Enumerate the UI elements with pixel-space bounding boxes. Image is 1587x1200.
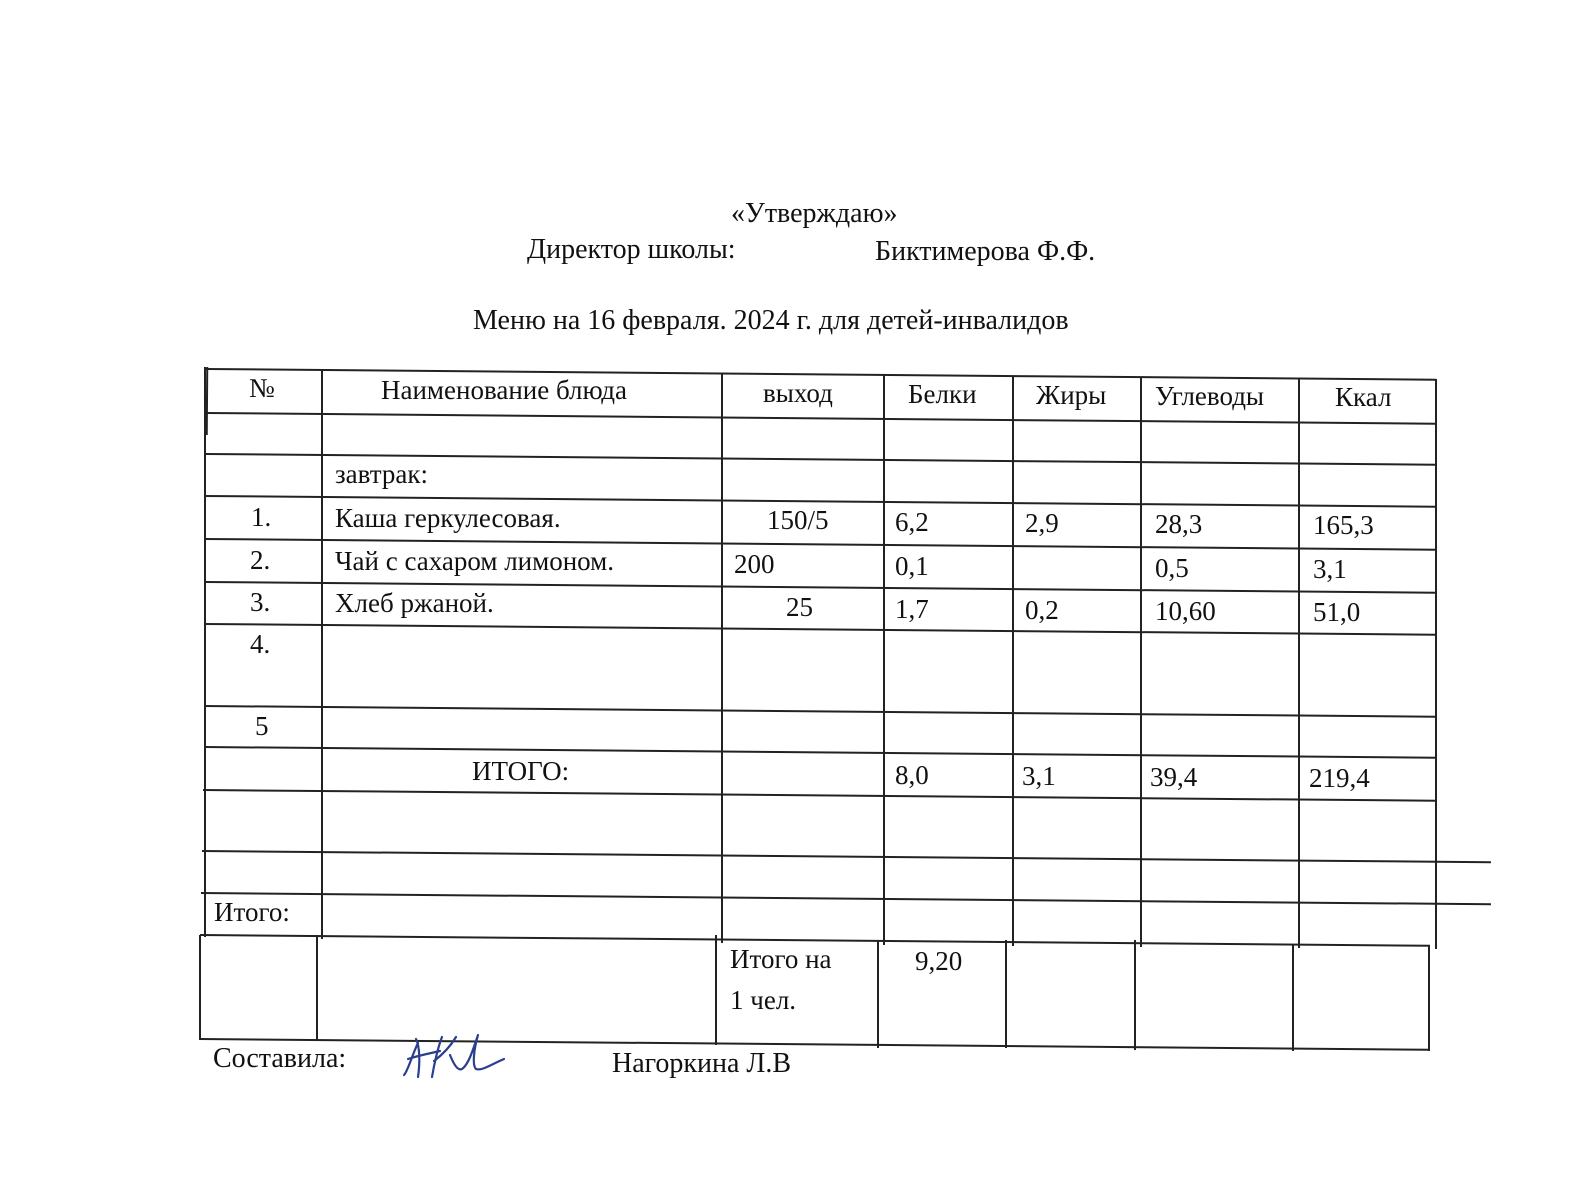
col-header-number: № [249, 373, 275, 403]
output-value: 150/5 [767, 505, 829, 535]
total-kcal: 219,4 [1309, 763, 1370, 793]
menu-title: Меню на 16 февраля. 2024 г. для детей-инвалидов [473, 305, 1069, 336]
table-bottom-border [199, 1038, 1429, 1050]
carbs-value: 0,5 [1155, 553, 1189, 583]
total-label: ИТОГО: [472, 756, 570, 786]
row-number: 4. [250, 629, 271, 659]
dish-name: Хлеб ржаной. [335, 588, 494, 618]
total-proteins: 8,0 [895, 760, 929, 790]
per-person-label-line2: 1 чел. [730, 985, 797, 1015]
per-person-value: 9,20 [915, 946, 963, 976]
proteins-value: 1,7 [895, 594, 929, 624]
section-label: завтрак: [335, 459, 428, 489]
row-number: 5 [255, 711, 269, 741]
kcal-value: 165,3 [1313, 510, 1374, 540]
col-header-dish: Наименование блюда [381, 375, 628, 405]
approve-heading: «Утверждаю» [731, 198, 898, 229]
dish-name: Чай с сахаром лимоном. [335, 546, 614, 576]
per-person-label-line1: Итого на [730, 944, 832, 974]
proteins-value: 0,1 [895, 551, 929, 581]
col-header-fats: Жиры [1036, 380, 1107, 410]
itogo-label: Итого: [214, 897, 290, 927]
fats-value: 0,2 [1025, 595, 1059, 625]
row-number: 1. [251, 502, 272, 532]
fats-value: 2,9 [1025, 508, 1059, 538]
output-value: 25 [786, 592, 813, 622]
director-name: Биктимерова Ф.Ф. [875, 236, 1096, 267]
director-label: Директор школы: [527, 234, 736, 265]
proteins-value: 6,2 [895, 507, 929, 537]
total-fats: 3,1 [1022, 761, 1056, 791]
col-header-proteins: Белки [908, 379, 977, 409]
col-header-carbs: Углеводы [1155, 381, 1265, 411]
row-number: 3. [250, 587, 271, 617]
signature-icon [398, 1025, 510, 1083]
total-carbs: 39,4 [1150, 762, 1198, 792]
composer-name: Нагоркина Л.В [612, 1048, 792, 1079]
dish-name: Каша геркулесовая. [335, 503, 561, 533]
kcal-value: 51,0 [1313, 597, 1361, 627]
col-header-kcal: Ккал [1335, 382, 1392, 412]
carbs-value: 10,60 [1155, 596, 1216, 626]
composed-label: Составила: [213, 1043, 347, 1074]
col-header-output: выход [763, 378, 833, 408]
kcal-value: 3,1 [1313, 554, 1347, 584]
carbs-value: 28,3 [1155, 509, 1203, 539]
row-number: 2. [250, 545, 271, 575]
output-value: 200 [734, 549, 775, 579]
